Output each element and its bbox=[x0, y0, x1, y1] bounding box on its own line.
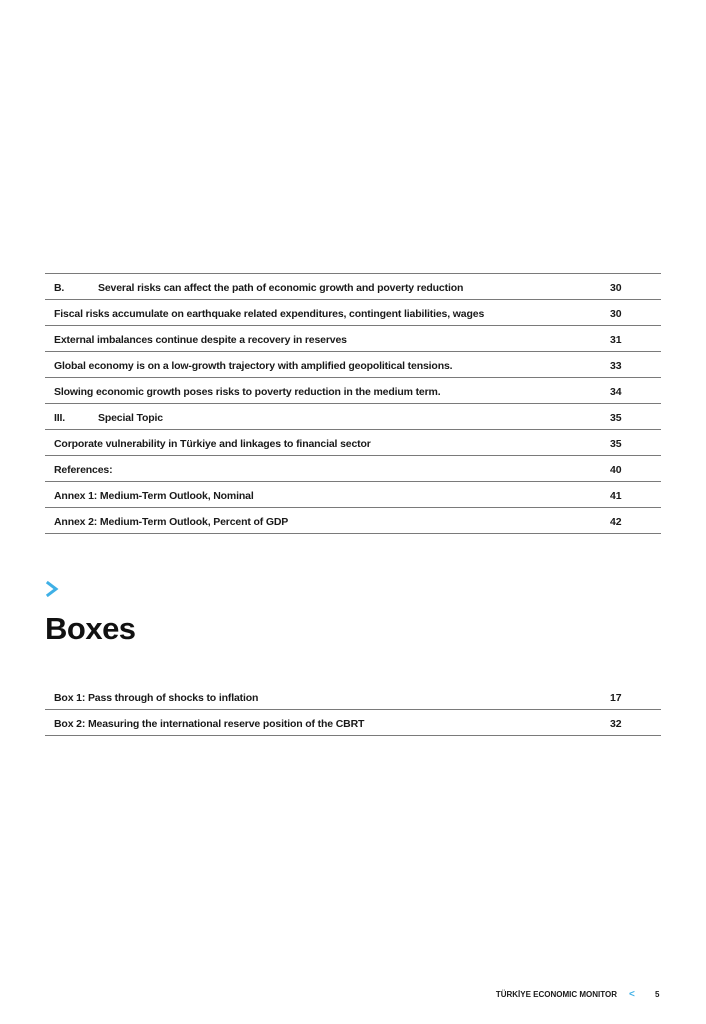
toc-row-title: References: bbox=[54, 464, 113, 476]
toc-row[interactable] bbox=[45, 456, 661, 482]
toc-row-title: Fiscal risks accumulate on earthquake related expenditures, contingent liabilities, wages bbox=[54, 308, 485, 320]
toc-row-page: 33 bbox=[610, 360, 622, 372]
toc-row[interactable] bbox=[45, 352, 661, 378]
toc-row-number: B. bbox=[54, 282, 65, 294]
toc-row-page: 35 bbox=[610, 438, 622, 450]
toc-row-page: 30 bbox=[610, 282, 622, 294]
page-footer bbox=[0, 988, 706, 1004]
toc-row[interactable] bbox=[45, 508, 661, 534]
boxes-heading: Boxes bbox=[45, 611, 136, 646]
publication-title: TÜRKİYE ECONOMIC MONITOR bbox=[495, 990, 617, 999]
toc-row-title: Annex 1: Medium-Term Outlook, Nominal bbox=[54, 490, 254, 502]
toc-row-page: 42 bbox=[610, 516, 622, 528]
toc-row[interactable] bbox=[45, 482, 661, 508]
toc-row-title: Corporate vulnerability in Türkiye and linkages to financial sector bbox=[54, 438, 371, 450]
previous-page-arrow-icon[interactable]: < bbox=[629, 989, 635, 1000]
chevron-right-icon bbox=[45, 578, 59, 600]
toc-row[interactable] bbox=[45, 326, 661, 352]
box-row-page: 32 bbox=[610, 718, 622, 730]
contents-list bbox=[45, 273, 661, 534]
toc-row-number: III. bbox=[54, 412, 66, 424]
box-row[interactable] bbox=[45, 710, 661, 736]
box-row-page: 17 bbox=[610, 692, 622, 704]
box-row-title: Box 1: Pass through of shocks to inflation bbox=[54, 692, 259, 704]
toc-row-title: External imbalances continue despite a recovery in reserves bbox=[54, 334, 347, 346]
toc-row[interactable] bbox=[45, 404, 661, 430]
toc-row-title: Several risks can affect the path of economic growth and poverty reduction bbox=[98, 282, 464, 294]
toc-row[interactable] bbox=[45, 430, 661, 456]
toc-row[interactable] bbox=[45, 378, 661, 404]
box-row[interactable] bbox=[45, 684, 661, 710]
toc-row-page: 41 bbox=[610, 490, 622, 502]
page-number: 5 bbox=[655, 990, 660, 999]
toc-row-page: 30 bbox=[610, 308, 622, 320]
toc-row-title: Annex 2: Medium-Term Outlook, Percent of GDP bbox=[54, 516, 289, 528]
toc-row-page: 34 bbox=[610, 386, 622, 398]
toc-row-title: Slowing economic growth poses risks to poverty reduction in the medium term. bbox=[54, 386, 441, 398]
box-row-title: Box 2: Measuring the international reserve position of the CBRT bbox=[54, 718, 365, 730]
toc-row-title: Special Topic bbox=[98, 412, 163, 424]
toc-row[interactable] bbox=[45, 300, 661, 326]
toc-row-page: 31 bbox=[610, 334, 622, 346]
boxes-list bbox=[45, 684, 661, 736]
toc-row-page: 40 bbox=[610, 464, 622, 476]
toc-row-page: 35 bbox=[610, 412, 622, 424]
toc-row[interactable] bbox=[45, 274, 661, 300]
toc-row-title: Global economy is on a low-growth trajectory with amplified geopolitical tensions. bbox=[54, 360, 453, 372]
